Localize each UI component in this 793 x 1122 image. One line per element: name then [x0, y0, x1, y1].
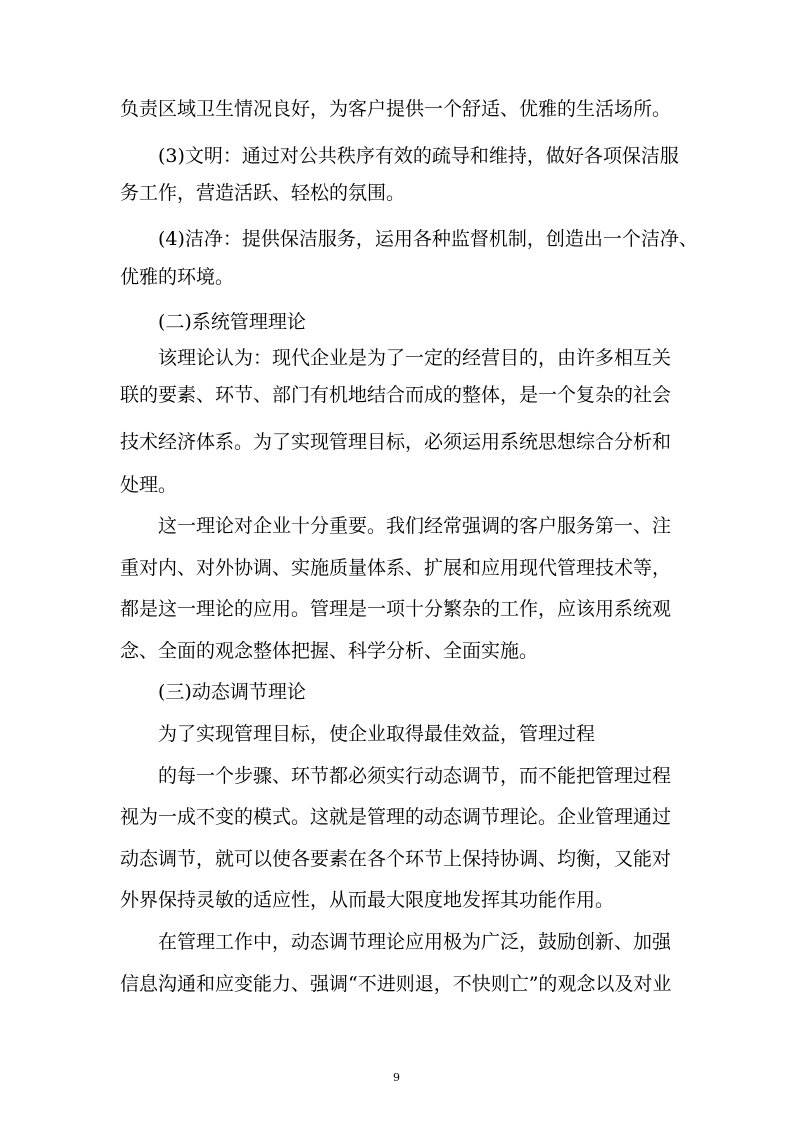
text-line: (3)文明：通过对公共秩序有效的疏导和维持，做好各项保洁服: [158, 145, 679, 167]
text-line: 为了实现管理目标，使企业取得最佳效益，管理过程: [158, 723, 596, 745]
section-heading: (三)动态调节理论: [158, 681, 306, 703]
text-line: 负责区域卫生情况良好，为客户提供一个舒适、优雅的生活场所。: [120, 98, 672, 120]
text-line: 的每一个步骤、环节都必须实行动态调节，而不能把管理过程: [158, 765, 672, 787]
section-heading: (二)系统管理理论: [158, 311, 306, 333]
text-line: 外界保持灵敏的适应性，从而最大限度地发挥其功能作用。: [120, 889, 615, 911]
text-line: 处理。: [120, 474, 178, 496]
text-line: 都是这一理论的应用。管理是一项十分繁杂的工作，应该用系统观: [120, 598, 672, 620]
text-line: 视为一成不变的模式。这就是管理的动态调节理论。企业管理通过: [120, 806, 672, 828]
text-line: 在管理工作中，动态调节理论应用极为广泛，鼓励创新、加强: [158, 931, 672, 953]
text-line: 念、全面的观念整体把握、科学分析、全面实施。: [120, 640, 539, 662]
text-line: (4)洁净：提供保洁服务，运用各种监督机制，创造出一个洁净、: [158, 228, 698, 250]
text-line: 该理论认为：现代企业是为了一定的经营目的，由许多相互关: [158, 347, 672, 369]
text-line: 优雅的环境。: [120, 266, 235, 288]
text-line: 重对内、对外协调、实施质量体系、扩展和应用现代管理技术等，: [120, 557, 672, 579]
text-line: 技术经济体系。为了实现管理目标，必须运用系统思想综合分析和: [120, 431, 672, 453]
text-line: 务工作，营造活跃、轻松的氛围。: [120, 182, 406, 204]
text-line: 信息沟通和应变能力、强调“不进则退，不快则亡”的观念以及对业: [120, 973, 672, 995]
text-line: 这一理论对企业十分重要。我们经常强调的客户服务第一、注: [158, 515, 672, 537]
text-line: 动态调节，就可以使各要素在各个环节上保持协调、均衡，又能对: [120, 848, 672, 870]
page-number: 9: [393, 1071, 400, 1084]
text-line: 联的要素、环节、部门有机地结合而成的整体，是一个复杂的社会: [120, 384, 672, 406]
